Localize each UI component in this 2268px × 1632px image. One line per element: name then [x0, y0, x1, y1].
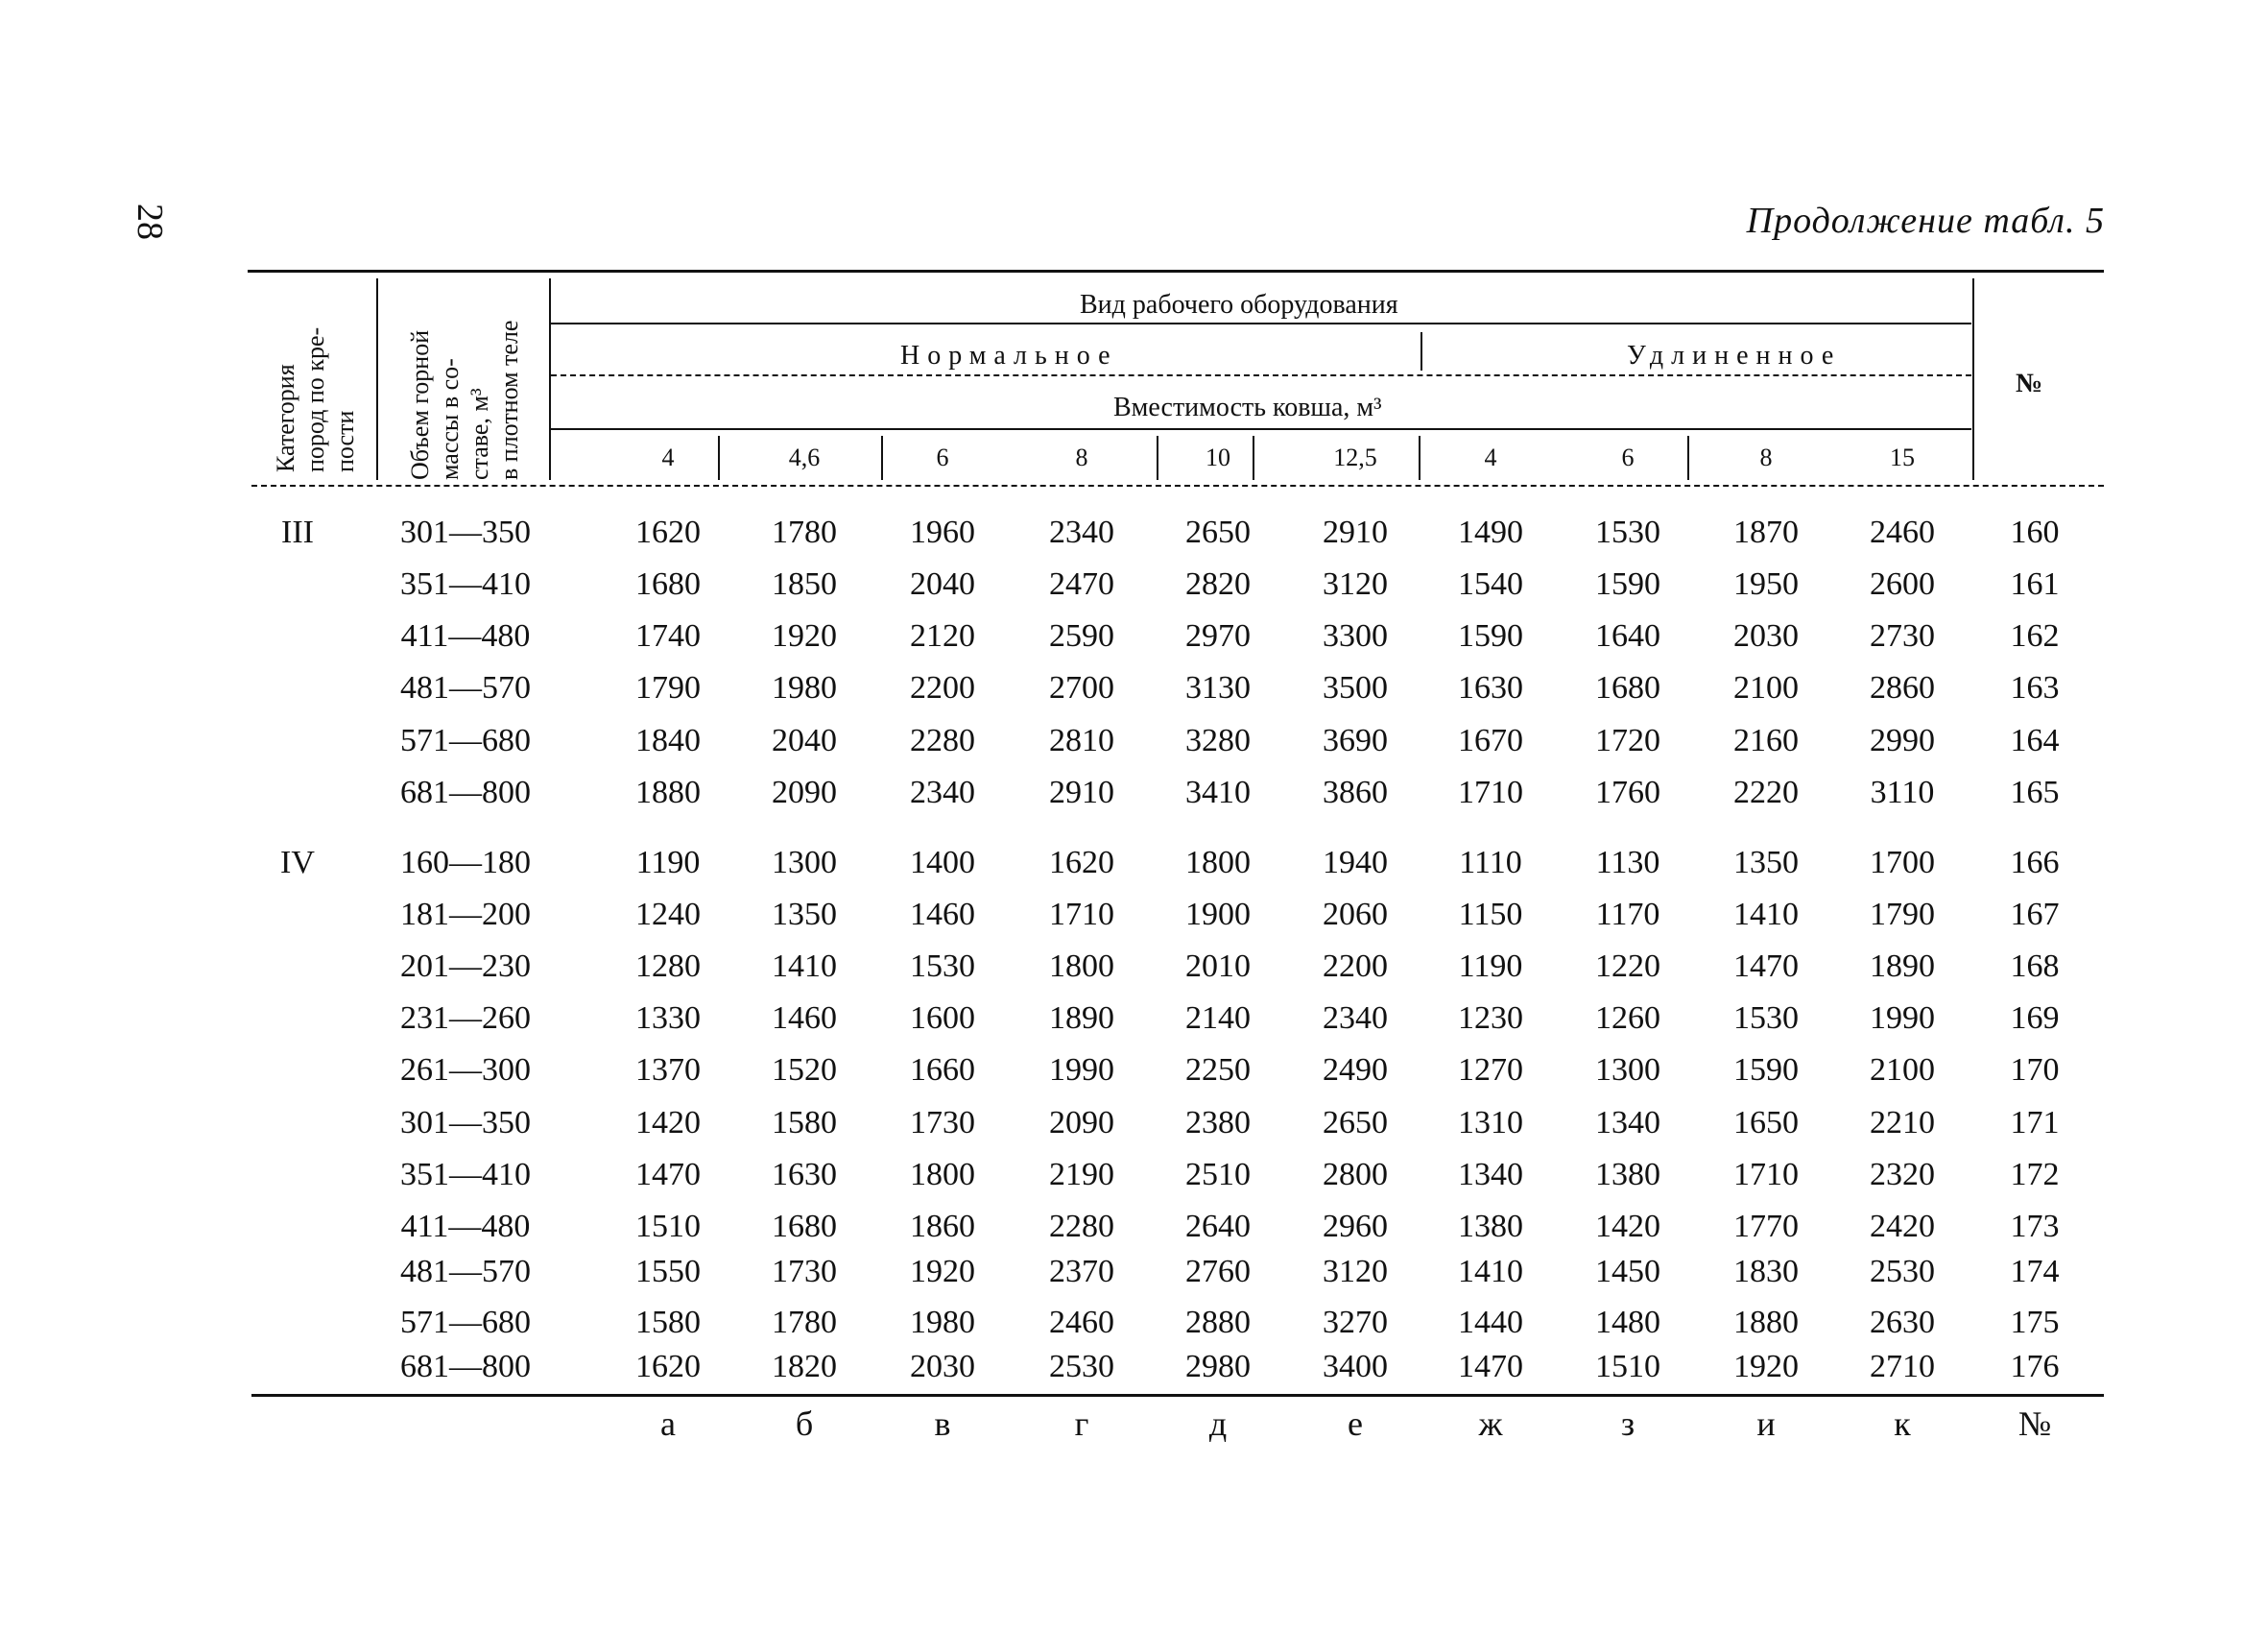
row-number-cell: 169: [2010, 1000, 2060, 1036]
capacity-header-cell: 12,5: [1333, 444, 1377, 471]
value-cell: 1790: [1870, 897, 1935, 932]
value-cell: 1330: [635, 1000, 701, 1036]
row-number-cell: 168: [2010, 948, 2060, 984]
value-cell: 1580: [772, 1105, 837, 1140]
value-cell: 1340: [1595, 1105, 1660, 1140]
capacity-header-cell: 15: [1890, 444, 1915, 471]
value-cell: 2380: [1185, 1105, 1251, 1140]
header-divider-2: [549, 278, 551, 480]
value-cell: 2600: [1870, 566, 1935, 602]
value-cell: 2320: [1870, 1157, 1935, 1192]
value-cell: 2530: [1049, 1349, 1114, 1384]
value-cell: 1260: [1595, 1000, 1660, 1036]
column-letter: д: [1208, 1404, 1228, 1443]
value-cell: 1420: [1595, 1209, 1660, 1244]
value-cell: 1420: [635, 1105, 701, 1140]
volume-range-cell: 571—680: [400, 1305, 531, 1340]
value-cell: 1470: [1733, 948, 1799, 984]
value-cell: 2470: [1049, 566, 1114, 602]
volume-range-cell: 301—350: [400, 1105, 531, 1140]
value-cell: 1740: [635, 618, 701, 654]
value-cell: 1490: [1458, 515, 1523, 550]
value-cell: 2280: [1049, 1209, 1114, 1244]
table-row: [0, 1157, 2268, 1203]
value-cell: 1630: [772, 1157, 837, 1192]
header-divider-3: [1972, 278, 1974, 480]
value-cell: 1470: [635, 1157, 701, 1192]
volume-range-cell: 301—350: [400, 515, 531, 550]
table-row: [0, 566, 2268, 612]
type-rule: [551, 374, 1971, 376]
volume-range-cell: 160—180: [400, 845, 531, 880]
value-cell: 1510: [635, 1209, 701, 1244]
volume-header-line: ставе, м³: [466, 388, 493, 480]
value-cell: 1310: [1458, 1105, 1523, 1140]
value-cell: 1190: [1458, 948, 1523, 984]
value-cell: 2340: [910, 775, 975, 810]
row-number-cell: 174: [2010, 1254, 2060, 1289]
value-cell: 1110: [1459, 845, 1522, 880]
value-cell: 1780: [772, 515, 837, 550]
table-row: [0, 670, 2268, 716]
number-heading: №: [2016, 369, 2043, 398]
value-cell: 1680: [772, 1209, 837, 1244]
value-cell: 1230: [1458, 1000, 1523, 1036]
value-cell: 1990: [1870, 1000, 1935, 1036]
value-cell: 2340: [1323, 1000, 1388, 1036]
value-cell: 1410: [1733, 897, 1799, 932]
value-cell: 2100: [1870, 1052, 1935, 1088]
value-cell: 1240: [635, 897, 701, 932]
value-cell: 3300: [1323, 618, 1388, 654]
value-cell: 2090: [772, 775, 837, 810]
value-cell: 1840: [635, 723, 701, 758]
capacity-divider-c: [1157, 436, 1158, 480]
value-cell: 1920: [1733, 1349, 1799, 1384]
value-cell: 2190: [1049, 1157, 1114, 1192]
value-cell: 1370: [635, 1052, 701, 1088]
row-number-cell: 175: [2010, 1305, 2060, 1340]
value-cell: 2280: [910, 723, 975, 758]
value-cell: 1480: [1595, 1305, 1660, 1340]
column-letter: ж: [1478, 1404, 1503, 1443]
capacity-header-cell: 6: [936, 444, 949, 471]
value-cell: 1870: [1733, 515, 1799, 550]
value-cell: 1650: [1733, 1105, 1799, 1140]
value-cell: 1940: [1323, 845, 1388, 880]
row-number-cell: 176: [2010, 1349, 2060, 1384]
value-cell: 2700: [1049, 670, 1114, 706]
value-cell: 2010: [1185, 948, 1251, 984]
value-cell: 1400: [910, 845, 975, 880]
value-cell: 1800: [910, 1157, 975, 1192]
value-cell: 1440: [1458, 1305, 1523, 1340]
column-letter: к: [1894, 1404, 1911, 1443]
capacity-header-cell: 8: [1759, 444, 1773, 471]
value-cell: 1680: [635, 566, 701, 602]
category-header-line: Категория: [272, 364, 299, 472]
value-cell: 1900: [1185, 897, 1251, 932]
value-cell: 1880: [1733, 1305, 1799, 1340]
value-cell: 1600: [910, 1000, 975, 1036]
value-cell: 1220: [1595, 948, 1660, 984]
value-cell: 2200: [910, 670, 975, 706]
value-cell: 3410: [1185, 775, 1251, 810]
value-cell: 2820: [1185, 566, 1251, 602]
capacity-header-cell: 4,6: [788, 444, 821, 471]
header-bottom-rule: [251, 485, 2104, 487]
page-number: 28: [130, 204, 170, 240]
value-cell: 1710: [1458, 775, 1523, 810]
equipment-rule: [551, 323, 1971, 324]
table-row: [0, 1254, 2268, 1300]
value-cell: 2460: [1049, 1305, 1114, 1340]
value-cell: 3120: [1323, 566, 1388, 602]
value-cell: 1530: [1595, 515, 1660, 550]
volume-range-cell: 571—680: [400, 723, 531, 758]
table-row: [0, 845, 2268, 891]
value-cell: 2990: [1870, 723, 1935, 758]
value-cell: 1730: [772, 1254, 837, 1289]
category-cell: IV: [280, 845, 315, 880]
value-cell: 3500: [1323, 670, 1388, 706]
value-cell: 1660: [910, 1052, 975, 1088]
value-cell: 1710: [1049, 897, 1114, 932]
value-cell: 1820: [772, 1349, 837, 1384]
value-cell: 2630: [1870, 1305, 1935, 1340]
value-cell: 1340: [1458, 1157, 1523, 1192]
value-cell: 1520: [772, 1052, 837, 1088]
category-header: [271, 327, 360, 472]
value-cell: 1590: [1458, 618, 1523, 654]
column-letter: в: [934, 1404, 951, 1443]
volume-range-cell: 181—200: [400, 897, 531, 932]
value-cell: 2910: [1323, 515, 1388, 550]
value-cell: 1880: [635, 775, 701, 810]
value-cell: 3110: [1870, 775, 1935, 810]
value-cell: 1890: [1870, 948, 1935, 984]
value-cell: 1580: [635, 1305, 701, 1340]
value-cell: 1450: [1595, 1254, 1660, 1289]
column-number-label: №: [2017, 1404, 2052, 1443]
table-row: [0, 1305, 2268, 1351]
volume-range-cell: 481—570: [400, 1254, 531, 1289]
value-cell: 2420: [1870, 1209, 1935, 1244]
volume-range-cell: 351—410: [400, 1157, 531, 1192]
table-row: [0, 1209, 2268, 1255]
row-number-cell: 162: [2010, 618, 2060, 654]
column-letter: е: [1348, 1404, 1363, 1443]
value-cell: 1460: [772, 1000, 837, 1036]
value-cell: 1890: [1049, 1000, 1114, 1036]
value-cell: 2140: [1185, 1000, 1251, 1036]
value-cell: 2090: [1049, 1105, 1114, 1140]
capacity-header-cell: 6: [1621, 444, 1635, 471]
value-cell: 1720: [1595, 723, 1660, 758]
row-number-cell: 164: [2010, 723, 2060, 758]
volume-header-line: в плотном теле: [495, 320, 523, 480]
capacity-header-cell: 10: [1206, 444, 1230, 471]
value-cell: 2030: [1733, 618, 1799, 654]
value-cell: 1710: [1733, 1157, 1799, 1192]
value-cell: 2460: [1870, 515, 1935, 550]
value-cell: 1620: [1049, 845, 1114, 880]
row-number-cell: 171: [2010, 1105, 2060, 1140]
category-header-line: пости: [331, 410, 359, 472]
column-letter: б: [795, 1404, 814, 1443]
volume-range-cell: 351—410: [400, 566, 531, 602]
value-cell: 2100: [1733, 670, 1799, 706]
column-letter: и: [1756, 1404, 1776, 1443]
capacity-divider-e: [1419, 436, 1420, 480]
value-cell: 3280: [1185, 723, 1251, 758]
value-cell: 2810: [1049, 723, 1114, 758]
value-cell: 1410: [772, 948, 837, 984]
value-cell: 1620: [635, 515, 701, 550]
value-cell: 2800: [1323, 1157, 1388, 1192]
value-cell: 1130: [1595, 845, 1660, 880]
row-number-cell: 161: [2010, 566, 2060, 602]
table-top-rule: [248, 270, 2104, 273]
value-cell: 2120: [910, 618, 975, 654]
value-cell: 2040: [772, 723, 837, 758]
value-cell: 1990: [1049, 1052, 1114, 1088]
value-cell: 1980: [910, 1305, 975, 1340]
value-cell: 1590: [1733, 1052, 1799, 1088]
value-cell: 2370: [1049, 1254, 1114, 1289]
capacity-rule: [551, 428, 1971, 430]
value-cell: 2980: [1185, 1349, 1251, 1384]
value-cell: 1300: [772, 845, 837, 880]
row-number-cell: 163: [2010, 670, 2060, 706]
row-number-cell: 160: [2010, 515, 2060, 550]
value-cell: 1680: [1595, 670, 1660, 706]
value-cell: 1510: [1595, 1349, 1660, 1384]
value-cell: 2730: [1870, 618, 1935, 654]
value-cell: 1770: [1733, 1209, 1799, 1244]
row-number-cell: 170: [2010, 1052, 2060, 1088]
value-cell: 1280: [635, 948, 701, 984]
value-cell: 2970: [1185, 618, 1251, 654]
table-row: [0, 1000, 2268, 1046]
value-cell: 2880: [1185, 1305, 1251, 1340]
extended-heading: Удлиненное: [1627, 341, 1842, 371]
value-cell: 1920: [910, 1254, 975, 1289]
value-cell: 1590: [1595, 566, 1660, 602]
volume-range-cell: 681—800: [400, 1349, 531, 1384]
value-cell: 2530: [1870, 1254, 1935, 1289]
category-header-line: пород по кре-: [301, 326, 329, 472]
value-cell: 2490: [1323, 1052, 1388, 1088]
value-cell: 1350: [772, 897, 837, 932]
row-number-cell: 172: [2010, 1157, 2060, 1192]
table-row: [0, 1349, 2268, 1395]
continuation-title: Продолжение табл. 5: [1746, 201, 2105, 241]
capacity-divider-b: [881, 436, 883, 480]
value-cell: 2040: [910, 566, 975, 602]
normal-extended-divider: [1420, 332, 1422, 371]
value-cell: 2160: [1733, 723, 1799, 758]
volume-range-cell: 201—230: [400, 948, 531, 984]
value-cell: 1410: [1458, 1254, 1523, 1289]
row-number-cell: 166: [2010, 845, 2060, 880]
value-cell: 3860: [1323, 775, 1388, 810]
volume-range-cell: 681—800: [400, 775, 531, 810]
table-row: [0, 948, 2268, 995]
value-cell: 2960: [1323, 1209, 1388, 1244]
value-cell: 1190: [635, 845, 701, 880]
value-cell: 1270: [1458, 1052, 1523, 1088]
value-cell: 1950: [1733, 566, 1799, 602]
value-cell: 2250: [1185, 1052, 1251, 1088]
table-row: [0, 1105, 2268, 1151]
value-cell: 1980: [772, 670, 837, 706]
table-row: [0, 618, 2268, 664]
value-cell: 1860: [910, 1209, 975, 1244]
value-cell: 1630: [1458, 670, 1523, 706]
table-row: [0, 897, 2268, 943]
capacity-divider-f: [1687, 436, 1689, 480]
header-divider-1: [376, 278, 378, 480]
capacity-divider-a: [718, 436, 720, 480]
bucket-capacity-heading: Вместимость ковша, м³: [1113, 393, 1382, 422]
table-row: [0, 775, 2268, 821]
value-cell: 2510: [1185, 1157, 1251, 1192]
value-cell: 1550: [635, 1254, 701, 1289]
value-cell: 2200: [1323, 948, 1388, 984]
value-cell: 3130: [1185, 670, 1251, 706]
value-cell: 1300: [1595, 1052, 1660, 1088]
capacity-header-cell: 4: [1484, 444, 1497, 471]
value-cell: 1470: [1458, 1349, 1523, 1384]
equipment-type-heading: Вид рабочего оборудования: [1080, 290, 1398, 320]
table-row: [0, 1052, 2268, 1098]
category-cell: III: [281, 515, 314, 550]
value-cell: 3270: [1323, 1305, 1388, 1340]
volume-range-cell: 231—260: [400, 1000, 531, 1036]
value-cell: 1850: [772, 566, 837, 602]
column-letter: а: [660, 1404, 676, 1443]
value-cell: 2650: [1323, 1105, 1388, 1140]
value-cell: 1800: [1049, 948, 1114, 984]
column-letter: з: [1620, 1404, 1635, 1443]
capacity-header-cell: 8: [1075, 444, 1088, 471]
value-cell: 1670: [1458, 723, 1523, 758]
value-cell: 2340: [1049, 515, 1114, 550]
value-cell: 1640: [1595, 618, 1660, 654]
value-cell: 2220: [1733, 775, 1799, 810]
value-cell: 3690: [1323, 723, 1388, 758]
value-cell: 2860: [1870, 670, 1935, 706]
value-cell: 1920: [772, 618, 837, 654]
value-cell: 2210: [1870, 1105, 1935, 1140]
value-cell: 3120: [1323, 1254, 1388, 1289]
value-cell: 2640: [1185, 1209, 1251, 1244]
volume-range-cell: 261—300: [400, 1052, 531, 1088]
value-cell: 1800: [1185, 845, 1251, 880]
column-letter: г: [1074, 1404, 1089, 1443]
value-cell: 1460: [910, 897, 975, 932]
volume-header-line: массы в со-: [436, 358, 464, 480]
value-cell: 2650: [1185, 515, 1251, 550]
value-cell: 2910: [1049, 775, 1114, 810]
row-number-cell: 173: [2010, 1209, 2060, 1244]
table-row: [0, 723, 2268, 769]
normal-heading: Нормальное: [900, 341, 1118, 371]
value-cell: 1760: [1595, 775, 1660, 810]
value-cell: 1170: [1595, 897, 1660, 932]
value-cell: 1350: [1733, 845, 1799, 880]
value-cell: 1150: [1458, 897, 1523, 932]
volume-range-cell: 481—570: [400, 670, 531, 706]
value-cell: 1530: [910, 948, 975, 984]
value-cell: 1530: [1733, 1000, 1799, 1036]
value-cell: 3400: [1323, 1349, 1388, 1384]
value-cell: 1790: [635, 670, 701, 706]
volume-header: [405, 321, 524, 480]
row-number-cell: 167: [2010, 897, 2060, 932]
volume-range-cell: 411—480: [400, 1209, 531, 1244]
value-cell: 2760: [1185, 1254, 1251, 1289]
value-cell: 2710: [1870, 1349, 1935, 1384]
value-cell: 1540: [1458, 566, 1523, 602]
value-cell: 1830: [1733, 1254, 1799, 1289]
volume-header-line: Объем горной: [406, 329, 434, 480]
volume-range-cell: 411—480: [400, 618, 531, 654]
table-row: [0, 515, 2268, 561]
value-cell: 1380: [1595, 1157, 1660, 1192]
value-cell: 1380: [1458, 1209, 1523, 1244]
value-cell: 2030: [910, 1349, 975, 1384]
value-cell: 2060: [1323, 897, 1388, 932]
capacity-header-cell: 4: [661, 444, 675, 471]
row-number-cell: 165: [2010, 775, 2060, 810]
value-cell: 1700: [1870, 845, 1935, 880]
value-cell: 1730: [910, 1105, 975, 1140]
value-cell: 1620: [635, 1349, 701, 1384]
value-cell: 1960: [910, 515, 975, 550]
value-cell: 2590: [1049, 618, 1114, 654]
value-cell: 1780: [772, 1305, 837, 1340]
